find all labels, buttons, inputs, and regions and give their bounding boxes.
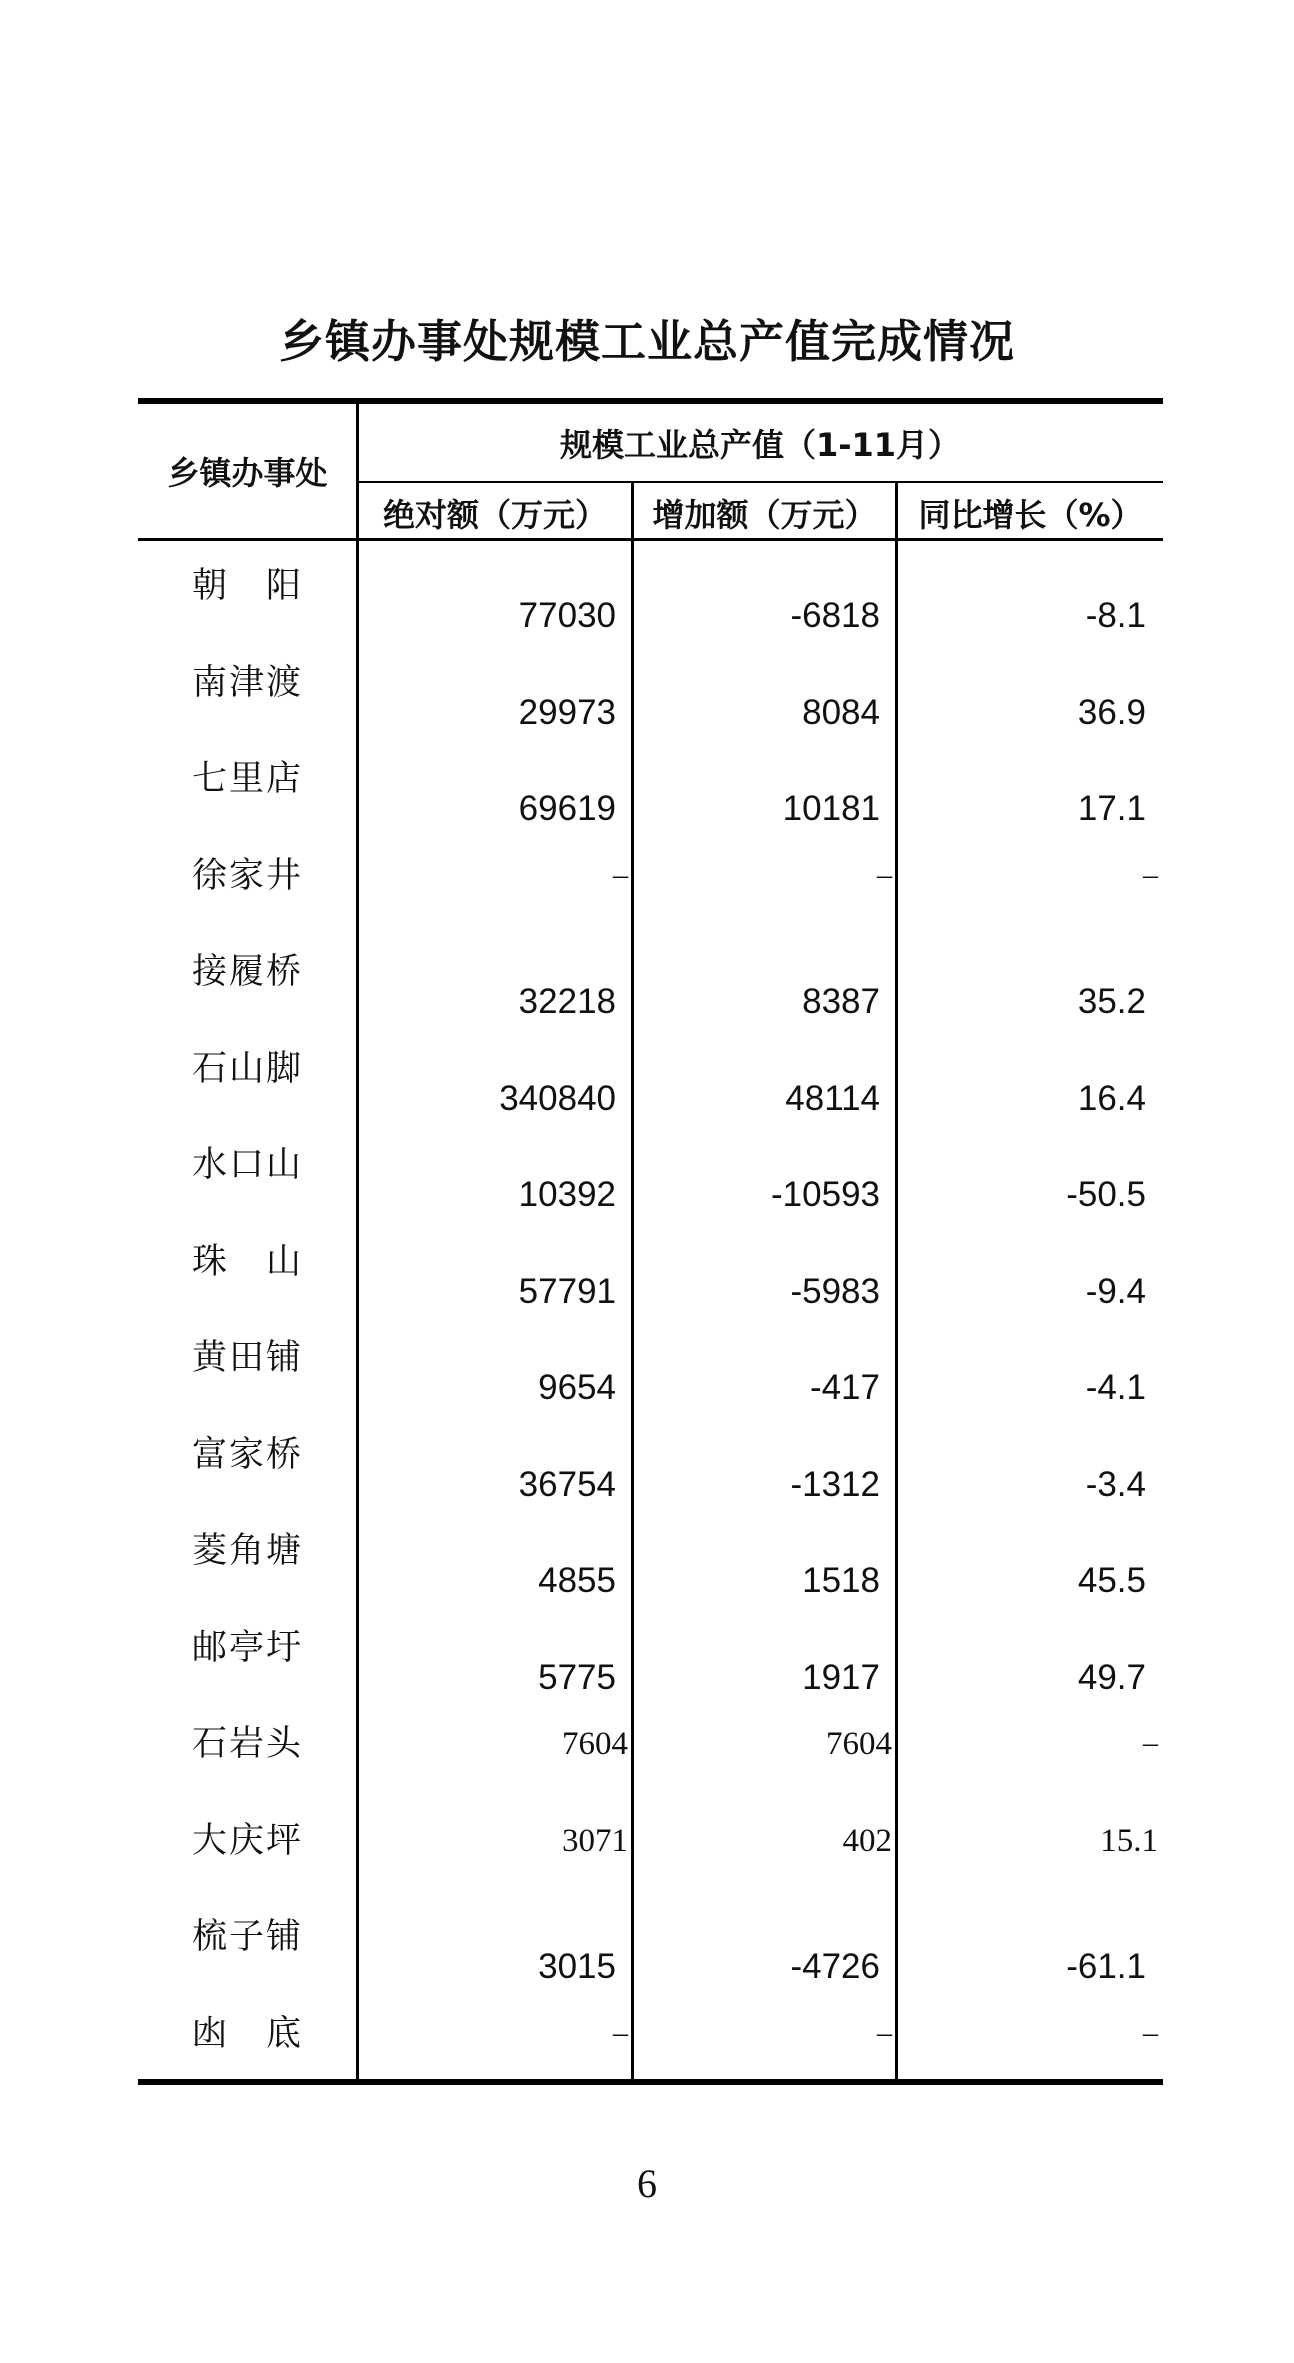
cell-absolute: 29973 bbox=[518, 692, 616, 732]
row-name: 珠 山 bbox=[191, 1241, 303, 1282]
cell-growth: -50.5 bbox=[1066, 1175, 1146, 1214]
cell-growth: 49.7 bbox=[1077, 1657, 1146, 1697]
cell-growth: – bbox=[1143, 1726, 1158, 1759]
group-header-label: 规模工业总产值（1-11月） bbox=[559, 426, 961, 464]
cell-absolute: – bbox=[613, 2015, 628, 2049]
row-name: 富家桥 bbox=[191, 1434, 303, 1475]
cell-growth: 36.9 bbox=[1077, 692, 1146, 732]
row-name: 梳子铺 bbox=[191, 1917, 303, 1957]
cell-growth: 16.4 bbox=[1077, 1078, 1146, 1118]
table-top-rule bbox=[138, 398, 1163, 404]
cell-absolute: 32218 bbox=[518, 982, 616, 1021]
cell-increase: 402 bbox=[842, 1822, 892, 1859]
row-name: 南津渡 bbox=[191, 662, 303, 703]
cell-increase: – bbox=[877, 2015, 892, 2049]
row-name: 石山脚 bbox=[191, 1048, 303, 1089]
cell-growth: 35.2 bbox=[1077, 982, 1146, 1021]
cell-increase: -6818 bbox=[790, 596, 880, 635]
cell-increase: 7604 bbox=[826, 1726, 892, 1762]
cell-increase: 1917 bbox=[802, 1657, 880, 1697]
row-name: 朝 阳 bbox=[191, 566, 303, 606]
cell-increase: 10181 bbox=[782, 789, 880, 828]
col2-divider bbox=[895, 483, 898, 2079]
row-name: 徐家井 bbox=[191, 855, 303, 896]
cell-increase: 8084 bbox=[802, 692, 880, 732]
col1-divider bbox=[631, 483, 634, 2079]
cell-growth: 17.1 bbox=[1077, 789, 1146, 828]
cell-increase: -5983 bbox=[790, 1271, 880, 1311]
cell-growth: -8.1 bbox=[1085, 596, 1146, 635]
cell-increase: -4726 bbox=[790, 1947, 880, 1986]
cell-growth: 15.1 bbox=[1100, 1822, 1158, 1859]
cell-increase: -417 bbox=[809, 1368, 880, 1407]
col-header-absolute: 绝对额（万元） bbox=[382, 496, 607, 534]
row-name: 菱角塘 bbox=[191, 1531, 303, 1571]
page-title: 乡镇办事处规模工业总产值完成情况 bbox=[278, 315, 1015, 368]
header-bottom-rule bbox=[138, 538, 1163, 541]
row-name: 石岩头 bbox=[191, 1724, 303, 1764]
cell-absolute: 77030 bbox=[518, 596, 616, 635]
col-header-growth: 同比增长（%） bbox=[918, 496, 1143, 534]
cell-growth: -9.4 bbox=[1085, 1271, 1146, 1311]
cell-absolute: 340840 bbox=[499, 1078, 616, 1118]
cell-increase: – bbox=[877, 857, 892, 891]
cell-absolute: – bbox=[613, 857, 628, 891]
page-number: 6 bbox=[637, 2161, 657, 2206]
header-mid-rule bbox=[357, 481, 1163, 483]
row-name: 黄田铺 bbox=[191, 1338, 303, 1378]
cell-increase: 8387 bbox=[802, 982, 880, 1021]
cell-growth: -3.4 bbox=[1085, 1464, 1146, 1504]
cell-growth: – bbox=[1143, 2015, 1158, 2049]
cell-absolute: 4855 bbox=[538, 1561, 616, 1600]
cell-absolute: 10392 bbox=[518, 1175, 616, 1214]
row-name: 凼 底 bbox=[191, 2013, 303, 2054]
cell-growth: – bbox=[1143, 857, 1158, 891]
cell-increase: -10593 bbox=[771, 1175, 880, 1214]
cell-increase: 48114 bbox=[785, 1078, 880, 1118]
cell-growth: -61.1 bbox=[1066, 1947, 1146, 1986]
data-table bbox=[138, 398, 1163, 2088]
cell-absolute: 57791 bbox=[518, 1271, 616, 1311]
col-header-increase: 增加额（万元） bbox=[652, 496, 877, 534]
cell-growth: -4.1 bbox=[1085, 1368, 1146, 1407]
row-name: 水口山 bbox=[191, 1145, 303, 1185]
cell-absolute: 5775 bbox=[538, 1657, 616, 1697]
cell-increase: -1312 bbox=[790, 1464, 880, 1504]
row-name: 大庆坪 bbox=[191, 1820, 303, 1861]
cell-increase: 1518 bbox=[802, 1561, 880, 1600]
cell-absolute: 9654 bbox=[538, 1368, 616, 1407]
row-name: 邮亭圩 bbox=[191, 1627, 303, 1668]
row-name: 接履桥 bbox=[191, 952, 303, 992]
table-bottom-rule bbox=[138, 2079, 1163, 2085]
row-name: 七里店 bbox=[191, 759, 303, 799]
cell-absolute: 7604 bbox=[562, 1726, 628, 1762]
cell-absolute: 3071 bbox=[562, 1822, 628, 1859]
cell-growth: 45.5 bbox=[1077, 1561, 1146, 1600]
cell-absolute: 36754 bbox=[518, 1464, 616, 1504]
row-header-label: 乡镇办事处 bbox=[167, 454, 328, 492]
cell-absolute: 3015 bbox=[538, 1947, 616, 1986]
cell-absolute: 69619 bbox=[518, 789, 616, 828]
